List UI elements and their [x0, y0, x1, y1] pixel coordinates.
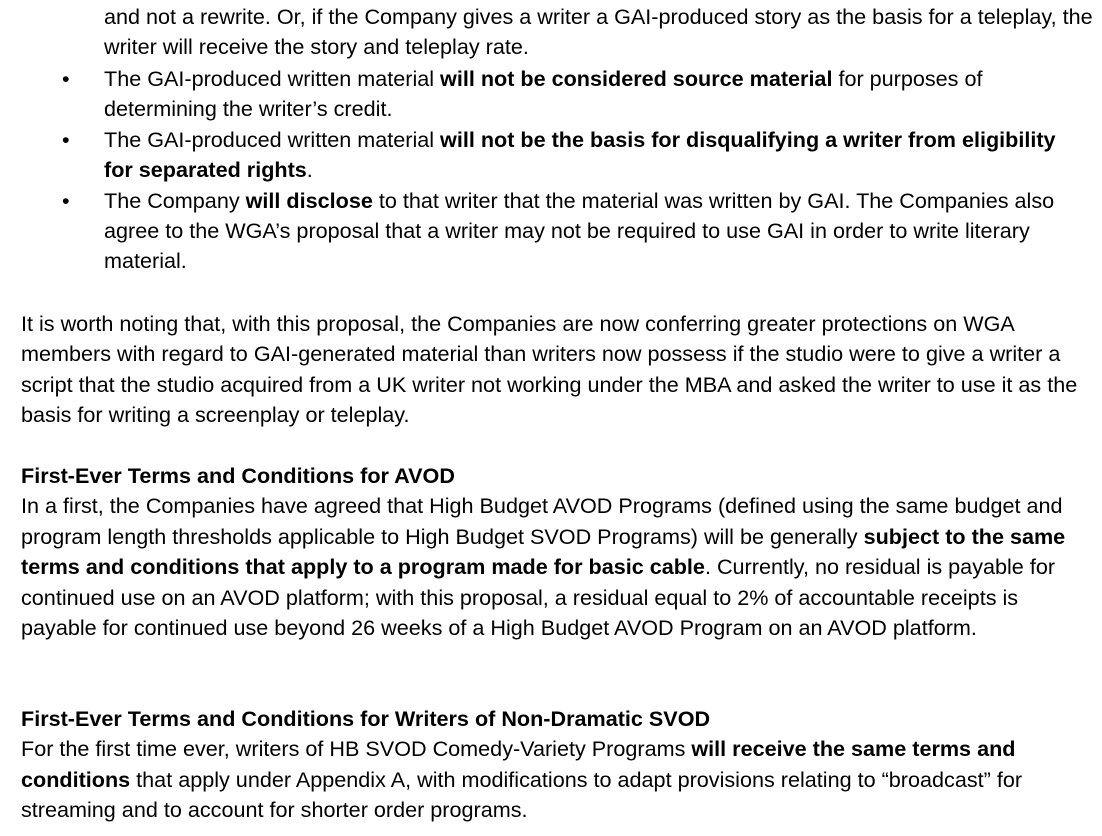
section-non-dramatic-svod: [21, 704, 1091, 826]
bullet-text: for purposes of determining the writer’s credit.: [104, 66, 983, 122]
paragraph-gai-protections: It is worth noting that, with this proposal, the Companies are now conferring greater protections on WGA members with regard to GAI-generated material than writers now possess if the studio were to give a writer a script that the studio acquired from a UK writer not working under the MBA and asked the writer to use it as the basis for writing a screenplay or teleplay.: [21, 311, 1078, 428]
section-heading-svod: First-Ever Terms and Conditions for Writers of Non-Dramatic SVOD: [21, 706, 711, 731]
continuation-text: and not a rewrite. Or, if the Company gives a writer a GAI-produced story as the basis for a teleplay, the writer will receive the story and teleplay rate.: [104, 4, 1093, 60]
body-bold-text: will receive the same terms and conditions: [21, 736, 1016, 792]
section-avod: [21, 461, 1091, 643]
bullet-text: The GAI-produced written material: [104, 126, 441, 152]
bullet-bold-text: will not be the basis for disqualifying a writer from eligibility for separated rights: [104, 126, 1056, 183]
section-body-svod: [21, 734, 1091, 825]
bullet-text: The GAI-produced written material: [104, 66, 441, 91]
bullet-text: The Company: [104, 187, 246, 213]
bullet-list: [0, 64, 1102, 277]
section-body-avod: [21, 491, 1091, 643]
bullet-item-disclosure: [0, 186, 1074, 277]
bullet-item-separated-rights: [0, 125, 1074, 186]
body-bold-text: subject to the same terms and conditions that apply to a program made for basic cable: [21, 523, 1066, 580]
body-text: . Currently, no residual is payable for continued use on an AVOD platform; with this proposal, a residual equal to 2% of accountable receipts is payable for continued use beyond 26 weeks of a High Budget AVOD Program on an AVOD platform.: [21, 554, 1056, 641]
bullet-item-source-material: [0, 64, 1074, 125]
bullet-text: to that writer that the material was written by GAI. The Companies also agree to the WGA’s proposal that a writer may not be required to use GAI in order to write literary material.: [104, 187, 1055, 274]
body-text: For the first time ever, writers of HB SVOD Comedy-Variety Programs: [21, 736, 692, 762]
bullet-bold-text: will disclose: [245, 187, 373, 213]
bullet-icon: •: [62, 187, 70, 213]
bullet-icon: •: [62, 126, 70, 152]
section-heading-avod: First-Ever Terms and Conditions for AVOD: [21, 463, 455, 488]
bullet-icon: •: [62, 66, 70, 91]
bullet-bold-text: will not be considered source material: [440, 66, 833, 91]
body-text: In a first, the Companies have agreed that High Budget AVOD Programs (defined using the same budget and program length thresholds applicable to High Budget SVOD Programs) will be generally: [21, 493, 1063, 549]
body-text: that apply under Appendix A, with modifications to adapt provisions relating to “broadcast” for streaming and to account for shorter order programs.: [21, 766, 1023, 823]
bullet-text: .: [306, 157, 313, 183]
